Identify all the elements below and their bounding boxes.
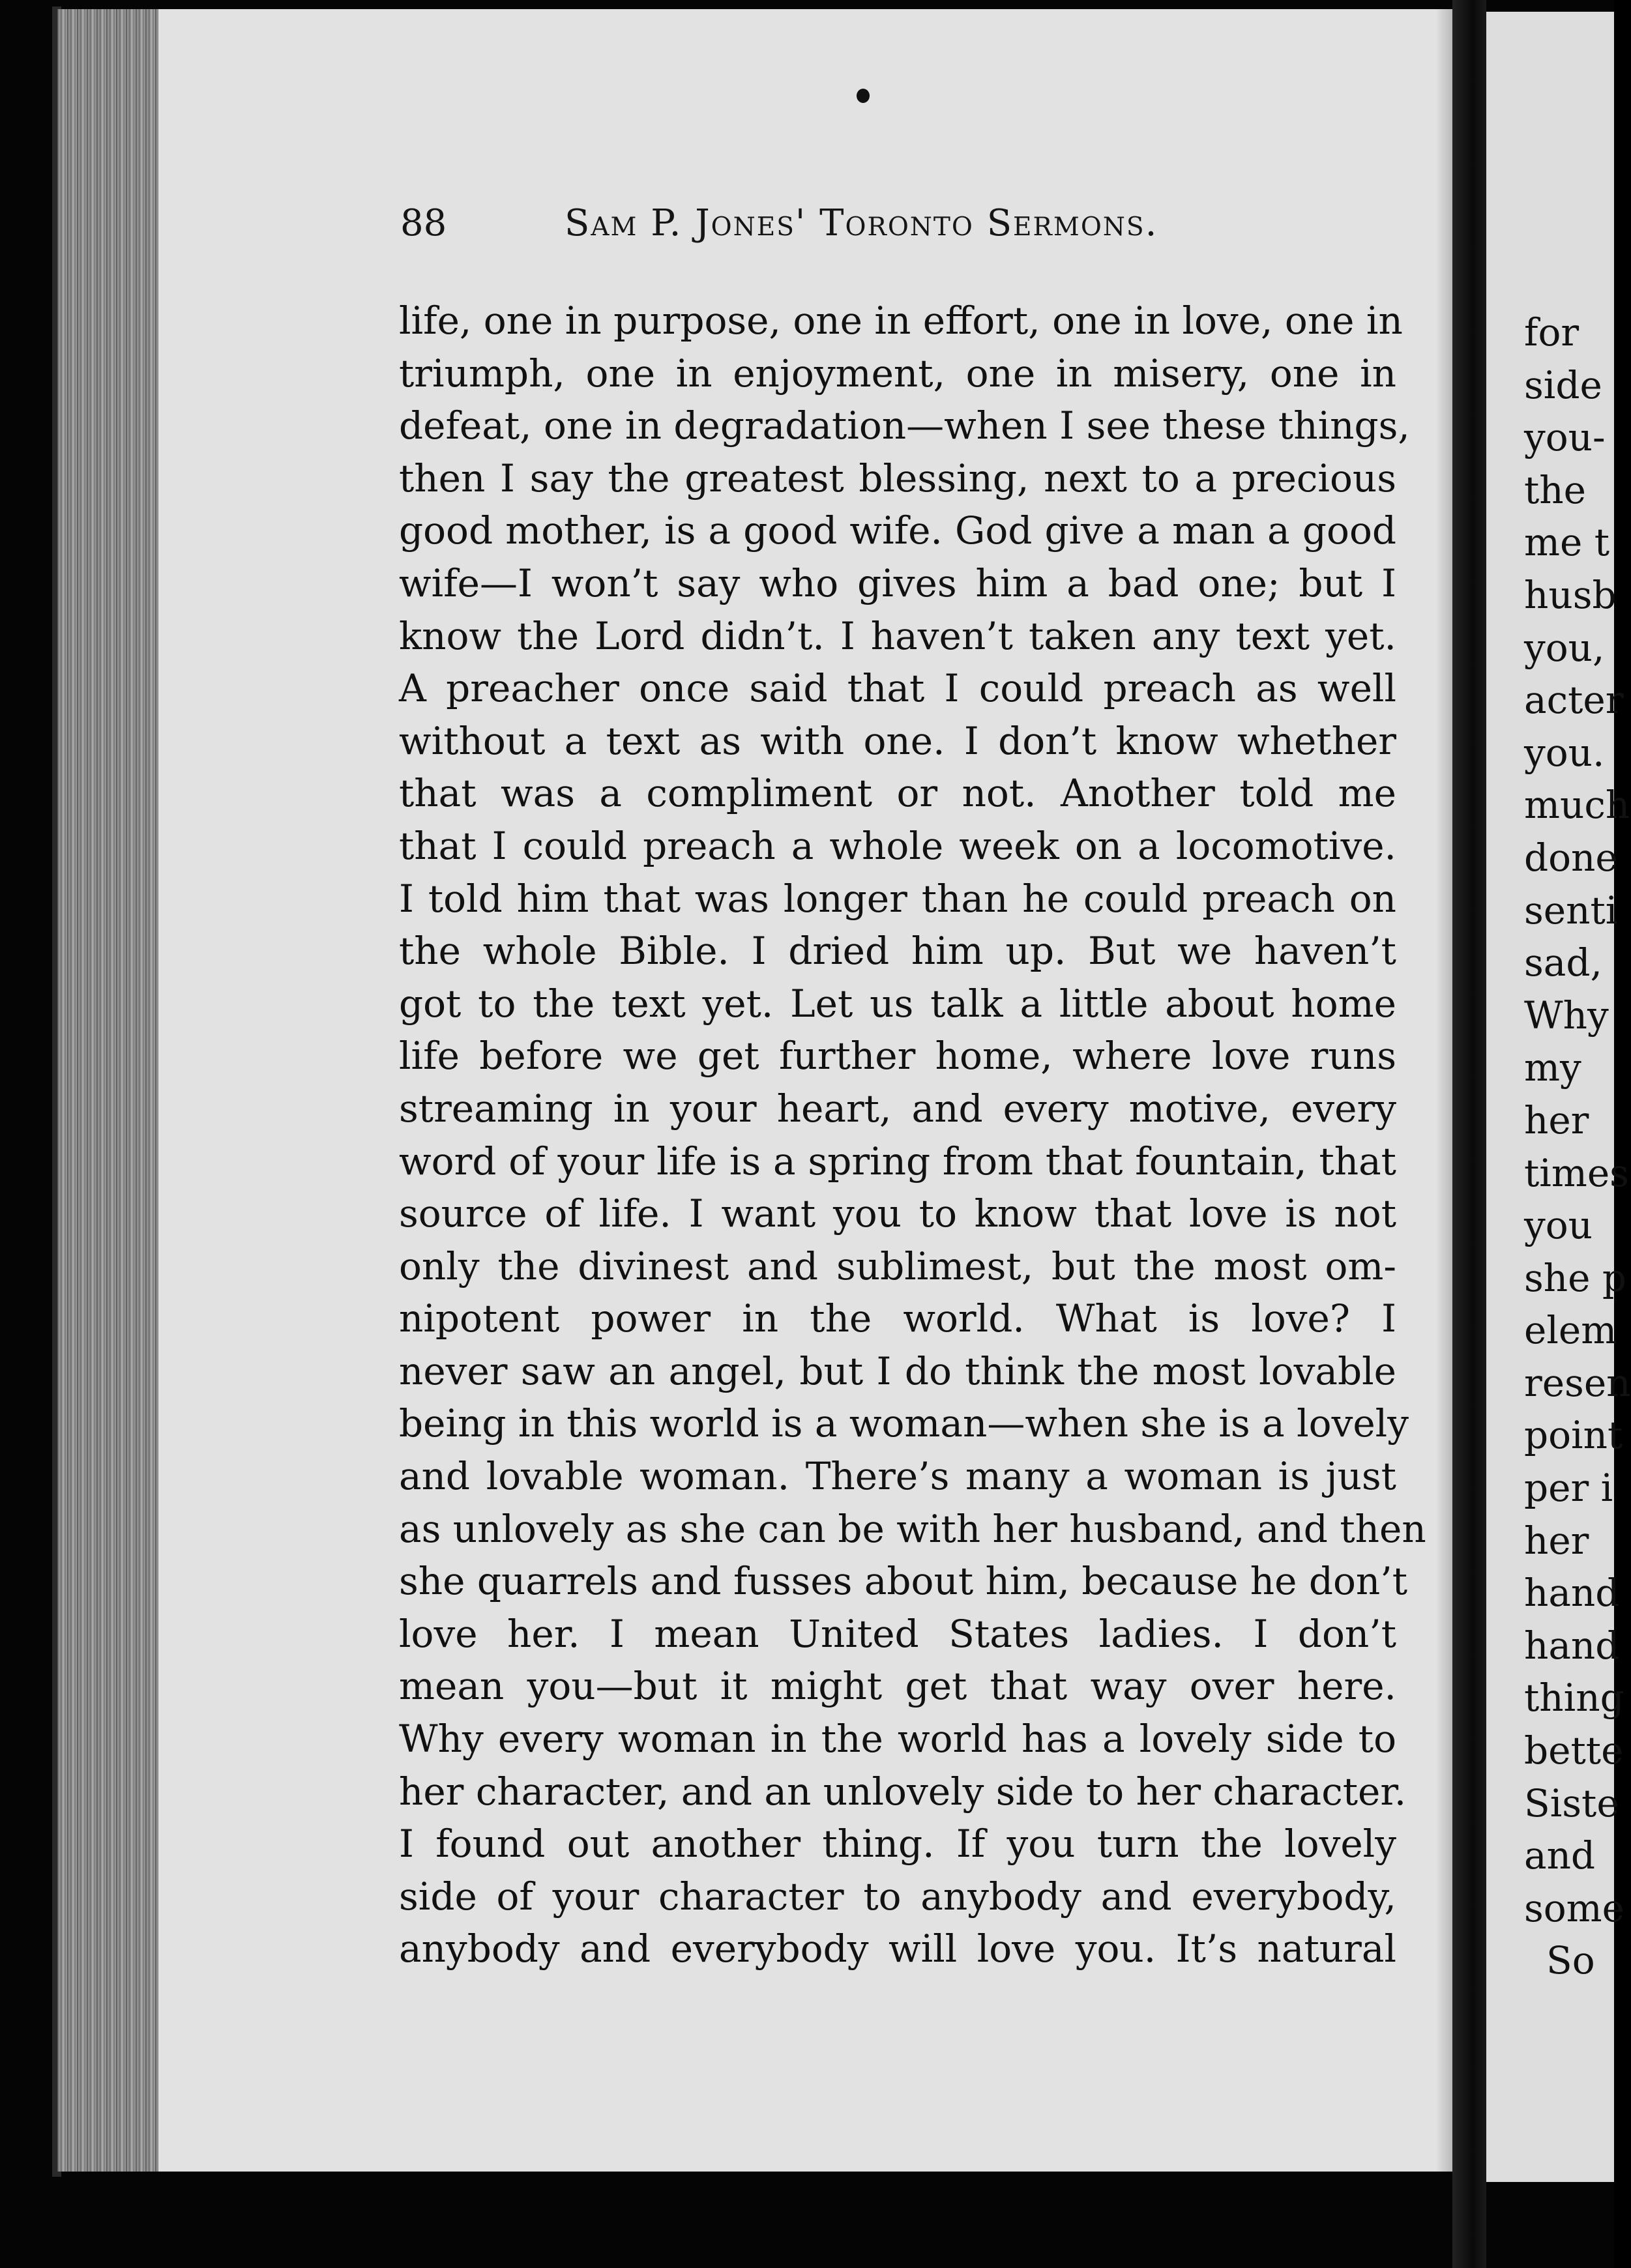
text-line: know the Lord didn’t. I haven’t taken any text yet. bbox=[399, 613, 1396, 658]
facing-page-line: times bbox=[1524, 1150, 1629, 1195]
facing-page-line: bette bbox=[1524, 1728, 1624, 1773]
text-line: good mother, is a good wife. God give a man a good bbox=[399, 508, 1396, 553]
body-text bbox=[399, 295, 1426, 1975]
text-line: anybody and everybody will love you. It’s natural bbox=[399, 1926, 1396, 1971]
facing-page-line: resen bbox=[1524, 1360, 1631, 1405]
page-number: 88 bbox=[400, 202, 447, 244]
facing-page bbox=[1486, 12, 1631, 2182]
book-gutter bbox=[1452, 0, 1486, 2268]
facing-page-line: the bbox=[1524, 467, 1586, 512]
page-header bbox=[400, 201, 1319, 246]
text-line: she quarrels and fusses about him, because he don’t bbox=[399, 1559, 1407, 1604]
facing-page-line: she p bbox=[1524, 1255, 1627, 1300]
facing-page-line: done bbox=[1524, 835, 1618, 880]
text-line: life before we get further home, where love runs bbox=[399, 1034, 1396, 1079]
text-line: triumph, one in enjoyment, one in misery, one in bbox=[399, 351, 1396, 396]
text-line: Why every woman in the world has a lovely side to bbox=[399, 1717, 1396, 1762]
text-line: source of life. I want you to know that love is not bbox=[399, 1191, 1396, 1236]
facing-page-line: you, bbox=[1524, 625, 1605, 670]
facing-page-line: hand bbox=[1524, 1571, 1620, 1616]
facing-page-line: her bbox=[1524, 1098, 1589, 1142]
facing-page-line: my bbox=[1524, 1045, 1581, 1090]
text-line: wife—I won’t say who gives him a bad one; but I bbox=[399, 560, 1396, 605]
running-title: Sam P. Jones' Toronto Sermons. bbox=[565, 202, 1158, 244]
facing-page-line: me t bbox=[1524, 520, 1610, 565]
facing-page-line: sad, bbox=[1524, 940, 1602, 985]
text-line: her character, and an unlovely side to her character. bbox=[399, 1769, 1407, 1814]
facing-page-line: thing bbox=[1524, 1676, 1624, 1721]
text-line: nipotent power in the world. What is love? I bbox=[399, 1296, 1396, 1341]
text-line: the whole Bible. I dried him up. But we haven’t bbox=[399, 929, 1396, 974]
facing-page-line: much bbox=[1524, 783, 1630, 828]
text-line: A preacher once said that I could preach as well bbox=[399, 666, 1396, 711]
facing-page-line: Siste bbox=[1524, 1781, 1619, 1825]
text-line: then I say the greatest blessing, next to a precious bbox=[399, 456, 1396, 501]
text-line: love her. I mean United States ladies. I don’t bbox=[399, 1611, 1396, 1656]
facing-page-line: per i bbox=[1524, 1466, 1613, 1511]
facing-page-line: senti bbox=[1524, 888, 1618, 933]
text-line: mean you—but it might get that way over here. bbox=[399, 1664, 1396, 1709]
text-line: streaming in your heart, and every motive, every bbox=[399, 1086, 1396, 1131]
facing-page-line: and bbox=[1524, 1833, 1596, 1878]
facing-page-line: point bbox=[1524, 1413, 1623, 1458]
facing-page-line: elem bbox=[1524, 1308, 1617, 1353]
text-line: that I could preach a whole week on a locomotive. bbox=[399, 823, 1396, 868]
facing-page-line: you. bbox=[1524, 730, 1605, 775]
page-stack-edges bbox=[57, 9, 160, 2172]
facing-page-line: her bbox=[1524, 1518, 1589, 1563]
text-line: only the divinest and sublimest, but the most om- bbox=[399, 1243, 1396, 1288]
facing-page-line: Why bbox=[1524, 993, 1609, 1038]
ink-dot bbox=[857, 89, 870, 103]
gutter-shadow bbox=[1435, 9, 1452, 2172]
facing-page-line: some bbox=[1524, 1885, 1625, 1930]
facing-page-line: acter bbox=[1524, 678, 1624, 723]
text-line: defeat, one in degradation—when I see these things, bbox=[399, 403, 1410, 448]
text-line: being in this world is a woman—when she is a lovely bbox=[399, 1401, 1409, 1446]
facing-page-text bbox=[1524, 306, 1631, 1987]
facing-page-line: you- bbox=[1524, 415, 1606, 460]
facing-page-line: you bbox=[1524, 1203, 1593, 1248]
text-line: life, one in purpose, one in effort, one in love, one in bbox=[399, 298, 1403, 343]
text-line: and lovable woman. There’s many a woman is just bbox=[399, 1454, 1396, 1499]
text-line: side of your character to anybody and everybody, bbox=[399, 1874, 1396, 1919]
facing-page-line: husb bbox=[1524, 572, 1617, 617]
text-line: never saw an angel, but I do think the most lovable bbox=[399, 1348, 1396, 1393]
facing-page-line: So bbox=[1546, 1938, 1595, 1983]
facing-page-line: for bbox=[1524, 310, 1580, 355]
text-line: without a text as with one. I don’t know whether bbox=[399, 718, 1396, 763]
text-line: that was a compliment or not. Another told me bbox=[399, 771, 1396, 816]
facing-page-line: side bbox=[1524, 362, 1602, 407]
text-line: word of your life is a spring from that fountain, that bbox=[399, 1139, 1396, 1184]
facing-page-line: hand bbox=[1524, 1623, 1620, 1668]
text-line: I told him that was longer than he could preach on bbox=[399, 876, 1396, 921]
text-line: as unlovely as she can be with her husband, and then bbox=[399, 1506, 1426, 1551]
text-line: got to the text yet. Let us talk a little about home bbox=[399, 981, 1396, 1026]
text-line: I found out another thing. If you turn the lovely bbox=[399, 1822, 1396, 1867]
